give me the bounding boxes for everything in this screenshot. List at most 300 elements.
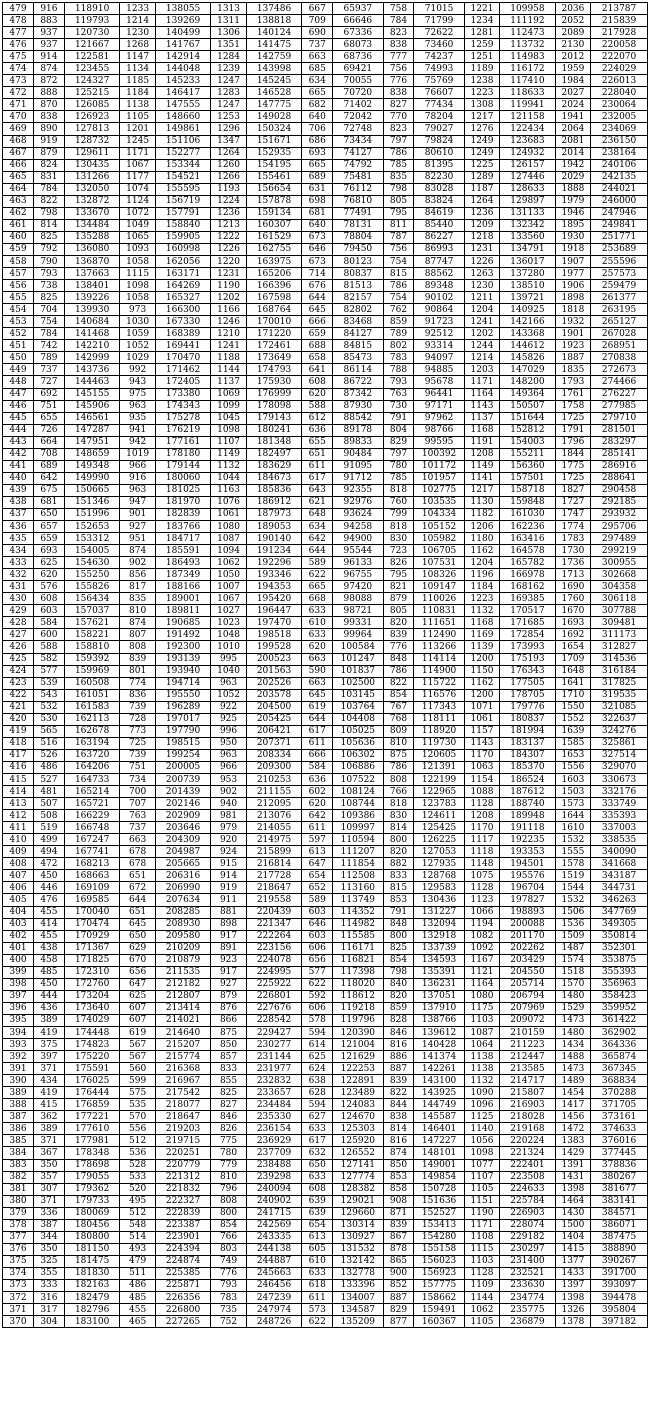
- score-cell: 371: [3, 1304, 34, 1316]
- table-cell: 1264: [464, 195, 499, 207]
- table-cell: 201170: [500, 930, 555, 942]
- table-cell: 594: [302, 1099, 333, 1111]
- table-row: [3, 508, 648, 520]
- table-cell: 2036: [555, 3, 590, 15]
- table-cell: 647: [120, 978, 155, 990]
- table-cell: 527: [33, 774, 64, 786]
- table-cell: 831: [33, 171, 64, 183]
- table-cell: 1398: [555, 1292, 590, 1304]
- table-row: [3, 51, 648, 63]
- table-cell: 344: [33, 1231, 64, 1243]
- table-cell: 608: [302, 1183, 333, 1195]
- table-cell: 1907: [555, 255, 590, 267]
- table-cell: 854: [383, 689, 414, 701]
- table-cell: 642: [33, 472, 64, 484]
- table-cell: 119941: [500, 99, 555, 111]
- table-cell: 773: [120, 725, 155, 737]
- table-cell: 920: [211, 834, 246, 846]
- table-cell: 664: [33, 436, 64, 448]
- table-cell: 805: [383, 605, 414, 617]
- table-row: [3, 1147, 648, 1159]
- table-cell: 241715: [246, 1207, 301, 1219]
- score-cell: 390: [3, 1075, 34, 1087]
- table-row: [3, 1267, 648, 1279]
- table-cell: 174823: [64, 1039, 119, 1051]
- table-cell: 130436: [414, 894, 464, 906]
- table-cell: 165782: [500, 557, 555, 569]
- table-cell: 219168: [500, 1123, 555, 1135]
- table-cell: 951: [120, 533, 155, 545]
- table-cell: 126225: [414, 834, 464, 846]
- table-cell: 183137: [500, 737, 555, 749]
- table-cell: 376016: [591, 1135, 648, 1147]
- table-cell: 155826: [64, 581, 119, 593]
- score-cell: 384: [3, 1147, 34, 1159]
- table-cell: 100392: [414, 448, 464, 460]
- table-cell: 749: [211, 1255, 246, 1267]
- table-row: [3, 533, 648, 545]
- table-cell: 916: [33, 3, 64, 15]
- table-cell: 97171: [414, 400, 464, 412]
- table-cell: 154003: [500, 436, 555, 448]
- table-cell: 608: [302, 376, 333, 388]
- table-cell: 169585: [64, 894, 119, 906]
- table-cell: 1264: [211, 147, 246, 159]
- table-cell: 1552: [555, 713, 590, 725]
- table-cell: 692: [33, 388, 64, 400]
- table-cell: 120390: [333, 1026, 383, 1038]
- table-cell: 70720: [333, 87, 383, 99]
- table-cell: 1117: [464, 834, 499, 846]
- table-row: [3, 1123, 648, 1135]
- table-cell: 150507: [500, 400, 555, 412]
- table-cell: 214021: [155, 1014, 210, 1026]
- table-cell: 102775: [414, 484, 464, 496]
- table-cell: 634: [302, 75, 333, 87]
- score-cell: 433: [3, 557, 34, 569]
- score-cell: 429: [3, 605, 34, 617]
- table-cell: 185370: [500, 761, 555, 773]
- table-cell: 783: [383, 352, 414, 364]
- table-cell: 800: [383, 834, 414, 846]
- score-cell: 378: [3, 1219, 34, 1231]
- table-cell: 627: [302, 1111, 333, 1123]
- table-cell: 86722: [333, 376, 383, 388]
- table-cell: 84815: [333, 340, 383, 352]
- table-cell: 560: [120, 1063, 155, 1075]
- table-cell: 659: [33, 533, 64, 545]
- score-cell: 466: [3, 159, 34, 171]
- score-cell: 394: [3, 1026, 34, 1038]
- table-cell: 844: [383, 1099, 414, 1111]
- table-cell: 1066: [464, 906, 499, 918]
- score-cell: 387: [3, 1111, 34, 1123]
- table-cell: 1162: [464, 545, 499, 557]
- table-cell: 1532: [555, 834, 590, 846]
- table-cell: 206421: [246, 725, 301, 737]
- table-cell: 157791: [155, 207, 210, 219]
- table-cell: 216967: [155, 1075, 210, 1087]
- table-cell: 791: [383, 906, 414, 918]
- table-cell: 756: [383, 243, 414, 255]
- table-cell: 1253: [211, 111, 246, 123]
- table-cell: 118910: [64, 3, 119, 15]
- table-cell: 1906: [555, 280, 590, 292]
- table-cell: 693: [302, 147, 333, 159]
- table-cell: 186524: [500, 774, 555, 786]
- table-cell: 723: [383, 545, 414, 557]
- table-cell: 153344: [155, 159, 210, 171]
- score-cell: 422: [3, 689, 34, 701]
- table-cell: 236154: [246, 1123, 301, 1135]
- table-cell: 223156: [246, 942, 301, 954]
- table-row: [3, 135, 648, 147]
- table-cell: 1326: [555, 1304, 590, 1316]
- table-cell: 1487: [555, 942, 590, 954]
- table-cell: 165327: [155, 292, 210, 304]
- score-cell: 450: [3, 352, 34, 364]
- score-cell: 463: [3, 195, 34, 207]
- table-cell: 651: [120, 906, 155, 918]
- table-cell: 279710: [591, 412, 648, 424]
- table-cell: 170474: [64, 918, 119, 930]
- table-cell: 158840: [155, 219, 210, 231]
- table-cell: 101172: [414, 460, 464, 472]
- table-cell: 139269: [155, 15, 210, 27]
- table-row: [3, 1231, 648, 1243]
- table-cell: 175591: [64, 1063, 119, 1075]
- table-cell: 88562: [414, 268, 464, 280]
- table-cell: 208930: [155, 918, 210, 930]
- table-cell: 1260: [211, 159, 246, 171]
- table-cell: 811: [383, 219, 414, 231]
- table-cell: 179733: [64, 1195, 119, 1207]
- table-cell: 127141: [333, 1159, 383, 1171]
- table-cell: 784: [33, 328, 64, 340]
- table-cell: 186912: [246, 496, 301, 508]
- table-cell: 124611: [414, 810, 464, 822]
- table-cell: 734: [120, 774, 155, 786]
- table-cell: 122965: [414, 786, 464, 798]
- table-cell: 871: [383, 1207, 414, 1219]
- table-row: [3, 581, 648, 593]
- score-cell: 406: [3, 882, 34, 894]
- table-cell: 159905: [155, 231, 210, 243]
- table-row: [3, 460, 648, 472]
- table-cell: 158221: [64, 629, 119, 641]
- table-cell: 213414: [155, 1002, 210, 1014]
- table-cell: 646: [302, 918, 333, 930]
- table-cell: 611: [302, 822, 333, 834]
- table-row: [3, 629, 648, 641]
- table-cell: 157621: [64, 617, 119, 629]
- table-cell: 300955: [591, 557, 648, 569]
- table-cell: 810: [383, 737, 414, 749]
- table-cell: 1040: [211, 665, 246, 677]
- table-cell: 1835: [555, 364, 590, 376]
- table-cell: 1979: [555, 195, 590, 207]
- table-cell: 101247: [333, 653, 383, 665]
- table-cell: 191118: [500, 822, 555, 834]
- table-cell: 874: [120, 545, 155, 557]
- table-cell: 935: [120, 412, 155, 424]
- table-cell: 138510: [500, 280, 555, 292]
- table-cell: 159969: [64, 665, 119, 677]
- table-cell: 2012: [555, 51, 590, 63]
- table-cell: 179776: [500, 701, 555, 713]
- score-cell: 454: [3, 304, 34, 316]
- table-cell: 215807: [500, 1087, 555, 1099]
- score-cell: 380: [3, 1195, 34, 1207]
- table-cell: 1150: [464, 665, 499, 677]
- table-cell: 127774: [333, 1171, 383, 1183]
- table-cell: 201563: [246, 665, 301, 677]
- table-cell: 1115: [120, 268, 155, 280]
- table-cell: 499: [33, 834, 64, 846]
- table-cell: 85473: [333, 352, 383, 364]
- table-row: [3, 966, 648, 978]
- table-cell: 173204: [64, 990, 119, 1002]
- table-cell: 131532: [333, 1243, 383, 1255]
- table-cell: 1574: [555, 954, 590, 966]
- table-cell: 1610: [555, 822, 590, 834]
- table-cell: 636: [302, 774, 333, 786]
- score-cell: 432: [3, 569, 34, 581]
- table-cell: 1480: [555, 990, 590, 1002]
- table-cell: 126157: [500, 159, 555, 171]
- table-cell: 1670: [555, 605, 590, 617]
- table-cell: 1140: [464, 1123, 499, 1135]
- table-cell: 180837: [500, 713, 555, 725]
- table-cell: 134791: [500, 243, 555, 255]
- table-cell: 242135: [591, 171, 648, 183]
- table-cell: 225385: [155, 1267, 210, 1279]
- table-row: [3, 1063, 648, 1075]
- table-cell: 645: [302, 304, 333, 316]
- table-cell: 221324: [500, 1147, 555, 1159]
- table-cell: 149001: [414, 1159, 464, 1171]
- table-cell: 338535: [591, 834, 648, 846]
- table-cell: 655: [33, 412, 64, 424]
- table-cell: 124327: [64, 75, 119, 87]
- table-row: [3, 942, 648, 954]
- table-cell: 728: [120, 713, 155, 725]
- score-cell: 441: [3, 460, 34, 472]
- table-cell: 797: [383, 448, 414, 460]
- table-cell: 86227: [414, 231, 464, 243]
- score-cell: 451: [3, 340, 34, 352]
- table-cell: 1710: [555, 689, 590, 701]
- table-cell: 295706: [591, 521, 648, 533]
- table-cell: 71015: [414, 3, 464, 15]
- table-cell: 234484: [246, 1099, 301, 1111]
- table-cell: 162236: [500, 521, 555, 533]
- table-cell: 159134: [246, 207, 301, 219]
- table-cell: 163416: [500, 533, 555, 545]
- table-cell: 785: [383, 159, 414, 171]
- table-cell: 1430: [555, 1207, 590, 1219]
- table-cell: 317: [33, 1304, 64, 1316]
- table-cell: 145587: [414, 1111, 464, 1123]
- score-cell: 475: [3, 51, 34, 63]
- table-cell: 857: [211, 1051, 246, 1063]
- table-cell: 78804: [333, 231, 383, 243]
- table-cell: 619: [302, 701, 333, 713]
- table-cell: 165206: [246, 268, 301, 280]
- table-cell: 169385: [500, 593, 555, 605]
- table-cell: 940: [211, 798, 246, 810]
- table-cell: 73434: [333, 135, 383, 147]
- table-cell: 663: [302, 51, 333, 63]
- table-cell: 123783: [414, 798, 464, 810]
- table-cell: 133560: [500, 231, 555, 243]
- table-cell: 1761: [555, 388, 590, 400]
- table-cell: 1203: [464, 364, 499, 376]
- table-cell: 644: [302, 292, 333, 304]
- table-cell: 1281: [464, 27, 499, 39]
- table-cell: 225922: [246, 978, 301, 990]
- table-cell: 177161: [155, 436, 210, 448]
- table-row: [3, 1002, 648, 1014]
- score-cell: 443: [3, 436, 34, 448]
- table-cell: 371705: [591, 1099, 648, 1111]
- table-cell: 151636: [414, 1195, 464, 1207]
- table-cell: 175930: [246, 376, 301, 388]
- table-cell: 1709: [555, 653, 590, 665]
- table-cell: 134007: [333, 1292, 383, 1304]
- table-cell: 181475: [64, 1255, 119, 1267]
- table-cell: 123489: [333, 1087, 383, 1099]
- table-cell: 584: [33, 617, 64, 629]
- table-cell: 774: [120, 677, 155, 689]
- score-cell: 388: [3, 1099, 34, 1111]
- table-cell: 636: [302, 424, 333, 436]
- table-cell: 752: [211, 1316, 246, 1328]
- table-cell: 1132: [464, 1075, 499, 1087]
- score-cell: 434: [3, 545, 34, 557]
- table-row: [3, 978, 648, 990]
- table-cell: 231144: [246, 1051, 301, 1063]
- table-cell: 120605: [414, 749, 464, 761]
- table-cell: 656: [302, 954, 333, 966]
- table-cell: 1204: [464, 557, 499, 569]
- table-cell: 201439: [155, 786, 210, 798]
- table-cell: 686: [302, 135, 333, 147]
- table-cell: 79027: [414, 123, 464, 135]
- table-cell: 371: [33, 1135, 64, 1147]
- table-cell: 1092: [464, 942, 499, 954]
- table-cell: 992: [120, 364, 155, 376]
- table-row: [3, 774, 648, 786]
- table-cell: 144612: [500, 340, 555, 352]
- table-cell: 690: [302, 27, 333, 39]
- table-cell: 176219: [155, 424, 210, 436]
- table-cell: 707: [120, 798, 155, 810]
- table-cell: 141475: [246, 39, 301, 51]
- table-cell: 371: [33, 1195, 64, 1207]
- table-cell: 127053: [414, 846, 464, 858]
- table-cell: 1236: [211, 207, 246, 219]
- table-cell: 182497: [246, 448, 301, 460]
- table-cell: 229182: [500, 1231, 555, 1243]
- table-cell: 391700: [591, 1267, 648, 1279]
- table-cell: 87930: [333, 400, 383, 412]
- table-cell: 181994: [500, 725, 555, 737]
- table-cell: 822: [33, 195, 64, 207]
- table-cell: 1472: [555, 1123, 590, 1135]
- table-row: [3, 1304, 648, 1316]
- table-cell: 633: [302, 1123, 333, 1135]
- table-cell: 1144: [211, 364, 246, 376]
- table-cell: 1977: [555, 268, 590, 280]
- table-cell: 177981: [64, 1135, 119, 1147]
- table-cell: 268951: [591, 340, 648, 352]
- table-cell: 641: [302, 364, 333, 376]
- table-cell: 358423: [591, 990, 648, 1002]
- table-cell: 213787: [591, 3, 648, 15]
- table-cell: 125425: [414, 822, 464, 834]
- table-row: [3, 1207, 648, 1219]
- table-cell: 414: [33, 918, 64, 930]
- table-cell: 137051: [414, 990, 464, 1002]
- table-cell: 130435: [64, 159, 119, 171]
- table-cell: 754: [383, 292, 414, 304]
- table-cell: 818: [383, 484, 414, 496]
- table-cell: 121391: [414, 761, 464, 773]
- table-cell: 79824: [414, 135, 464, 147]
- table-cell: 175193: [500, 653, 555, 665]
- table-cell: 1488: [555, 1051, 590, 1063]
- table-cell: 874: [33, 63, 64, 75]
- table-cell: 823: [383, 123, 414, 135]
- table-cell: 76112: [333, 183, 383, 195]
- table-cell: 576: [33, 581, 64, 593]
- table-cell: 874: [120, 617, 155, 629]
- table-cell: 83028: [414, 183, 464, 195]
- table-row: [3, 171, 648, 183]
- table-row: [3, 3, 648, 15]
- table-cell: 485: [120, 1292, 155, 1304]
- table-cell: 226013: [591, 75, 648, 87]
- table-cell: 94258: [333, 521, 383, 533]
- table-cell: 588: [33, 641, 64, 653]
- table-cell: 833: [211, 1063, 246, 1075]
- table-cell: 1518: [555, 966, 590, 978]
- table-cell: 293932: [591, 508, 648, 520]
- table-cell: 132918: [414, 930, 464, 942]
- table-cell: 149028: [246, 111, 301, 123]
- table-cell: 224995: [246, 966, 301, 978]
- table-cell: 170929: [64, 930, 119, 942]
- table-cell: 119218: [333, 1002, 383, 1014]
- table-cell: 123455: [64, 63, 119, 75]
- table-cell: 760: [383, 496, 414, 508]
- table-cell: 378836: [591, 1159, 648, 1171]
- table-cell: 825: [33, 292, 64, 304]
- table-cell: 164733: [64, 774, 119, 786]
- table-cell: 785: [383, 472, 414, 484]
- table-cell: 640: [302, 219, 333, 231]
- table-cell: 789: [383, 328, 414, 340]
- table-cell: 172461: [246, 340, 301, 352]
- table-cell: 197017: [155, 713, 210, 725]
- table-cell: 137910: [414, 1002, 464, 1014]
- table-cell: 1202: [464, 328, 499, 340]
- table-cell: 668: [302, 593, 333, 605]
- table-cell: 178098: [246, 400, 301, 412]
- score-cell: 377: [3, 1231, 34, 1243]
- table-cell: 856: [120, 569, 155, 581]
